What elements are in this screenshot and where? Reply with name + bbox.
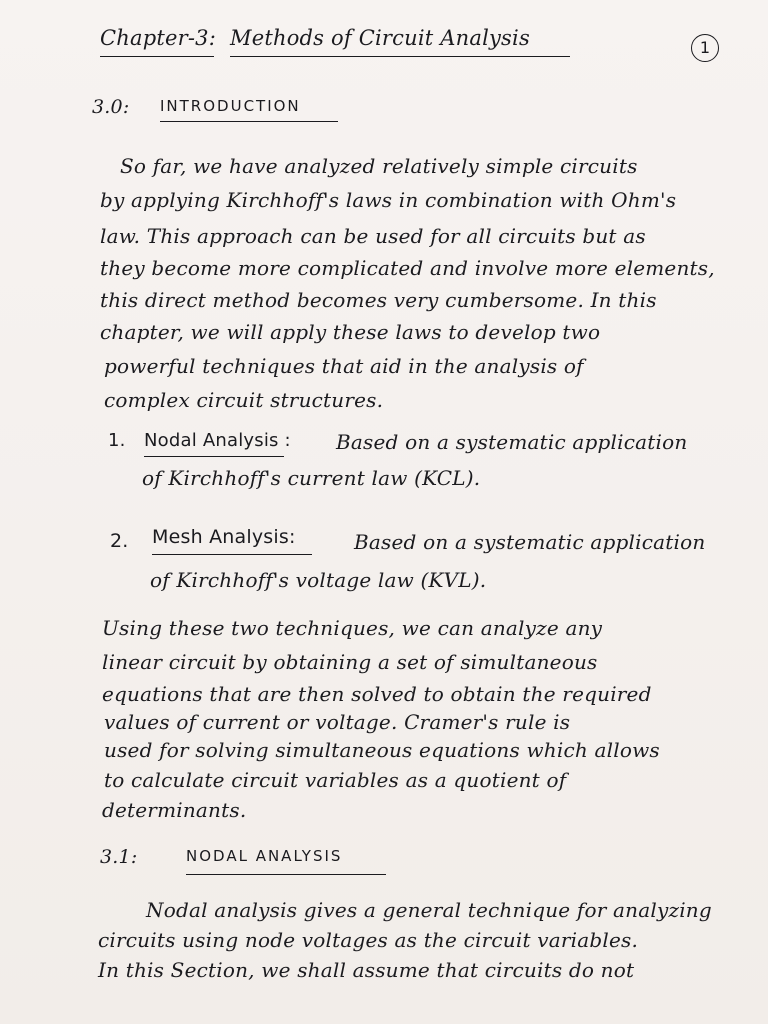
paragraph-line: determinants. — [102, 798, 247, 822]
paragraph-line: by applying Kirchhoff's laws in combination with Ohm's — [100, 188, 677, 212]
section-title: NODAL ANALYSIS — [186, 847, 343, 865]
paragraph-line: chapter, we will apply these laws to develop two — [100, 320, 601, 344]
paragraph-line: equations that are then solved to obtain the required — [102, 682, 652, 706]
chapter-title-underline — [230, 56, 570, 57]
chapter-label-underline — [100, 56, 214, 57]
paragraph-line: Using these two techniques, we can analyze any — [102, 616, 603, 640]
section-title-underline — [186, 874, 386, 875]
paragraph-line: this direct method becomes very cumbersome. In this — [100, 288, 657, 312]
list-item-text: Based on a systematic application — [336, 430, 688, 454]
paragraph-line: complex circuit structures. — [104, 388, 384, 412]
paragraph-line: used for solving simultaneous equations which allows — [104, 738, 660, 762]
list-number: 1. — [108, 430, 126, 451]
section-number: 3.1: — [100, 846, 138, 868]
paragraph-line: law. This approach can be used for all circuits but as — [100, 224, 646, 248]
list-number: 2. — [110, 530, 129, 552]
paragraph-line: linear circuit by obtaining a set of simultaneous — [102, 650, 598, 674]
list-item-text: Based on a systematic application — [354, 530, 706, 554]
paragraph-line: Nodal analysis gives a general technique for analyzing — [146, 898, 712, 922]
list-item-title: Nodal Analysis : — [144, 430, 291, 451]
paragraph-line: they become more complicated and involve more elements, — [100, 256, 715, 280]
list-item-title-underline — [152, 554, 312, 555]
section-number: 3.0: — [92, 96, 130, 118]
list-item-title-underline — [144, 456, 284, 457]
chapter-label: Chapter-3: — [100, 26, 216, 50]
section-title: INTRODUCTION — [160, 97, 301, 115]
chapter-title: Methods of Circuit Analysis — [230, 26, 530, 50]
paragraph-line: In this Section, we shall assume that circuits do not — [98, 958, 635, 982]
paragraph-line: So far, we have analyzed relatively simple circuits — [120, 154, 638, 178]
page-number: 1 — [691, 34, 719, 62]
paragraph-line: circuits using node voltages as the circuit variables. — [98, 928, 638, 952]
paragraph-line: values of current or voltage. Cramer's rule is — [104, 710, 571, 734]
list-item-text: of Kirchhoff's current law (KCL). — [142, 466, 481, 490]
paragraph-line: to calculate circuit variables as a quotient of — [104, 768, 567, 792]
list-item-text: of Kirchhoff's voltage law (KVL). — [150, 568, 487, 592]
list-item-title: Mesh Analysis: — [152, 526, 296, 548]
section-title-underline — [160, 121, 338, 122]
paragraph-line: powerful techniques that aid in the analysis of — [104, 354, 584, 378]
